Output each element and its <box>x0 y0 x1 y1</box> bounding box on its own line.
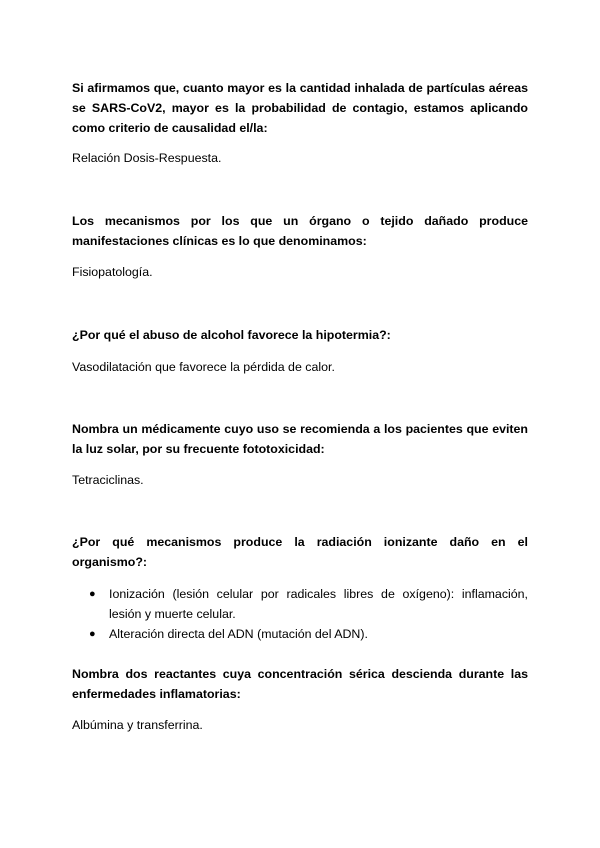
qa-block-3 <box>72 325 528 377</box>
answer-3: Vasodilatación que favorece la pérdida de calor. <box>72 360 335 374</box>
answer-4: Tetraciclinas. <box>72 473 144 487</box>
question-2: Los mecanismos por los que un órgano o tejido dañado produce manifestaciones clínicas es lo que denominamos: <box>72 214 528 248</box>
question-1: Si afirmamos que, cuanto mayor es la cantidad inhalada de partículas aéreas se SARS-CoV2, mayor es la probabilidad de contagio, estamos aplicando como criterio de causalidad el/la: <box>72 81 528 135</box>
question-4: Nombra un médicamente cuyo uso se recomienda a los pacientes que eviten la luz solar, por su frecuente fototoxicidad: <box>72 422 528 456</box>
bullet-icon: ● <box>89 588 96 600</box>
answer-1: Relación Dosis-Respuesta. <box>72 151 222 165</box>
answer-2: Fisiopatología. <box>72 265 153 279</box>
list-item <box>72 584 528 624</box>
qa-block-4 <box>72 419 528 490</box>
answer-5-list <box>72 584 528 644</box>
list-item-text: Ionización (lesión celular por radicales libres de oxígeno): inflamación, lesión y muerte celular. <box>109 587 528 621</box>
qa-block-5 <box>72 532 528 644</box>
question-3: ¿Por qué el abuso de alcohol favorece la hipotermia?: <box>72 328 391 342</box>
bullet-icon: ● <box>89 628 96 640</box>
answer-6: Albúmina y transferrina. <box>72 718 203 732</box>
list-item-text: Alteración directa del ADN (mutación del ADN). <box>109 627 368 641</box>
qa-block-2 <box>72 211 528 282</box>
question-5: ¿Por qué mecanismos produce la radiación ionizante daño en el organismo?: <box>72 535 528 569</box>
qa-block-1 <box>72 78 528 168</box>
question-6: Nombra dos reactantes cuya concentración sérica descienda durante las enfermedades inflamatorias: <box>72 667 528 701</box>
qa-block-6 <box>72 664 528 735</box>
list-item <box>72 624 528 644</box>
